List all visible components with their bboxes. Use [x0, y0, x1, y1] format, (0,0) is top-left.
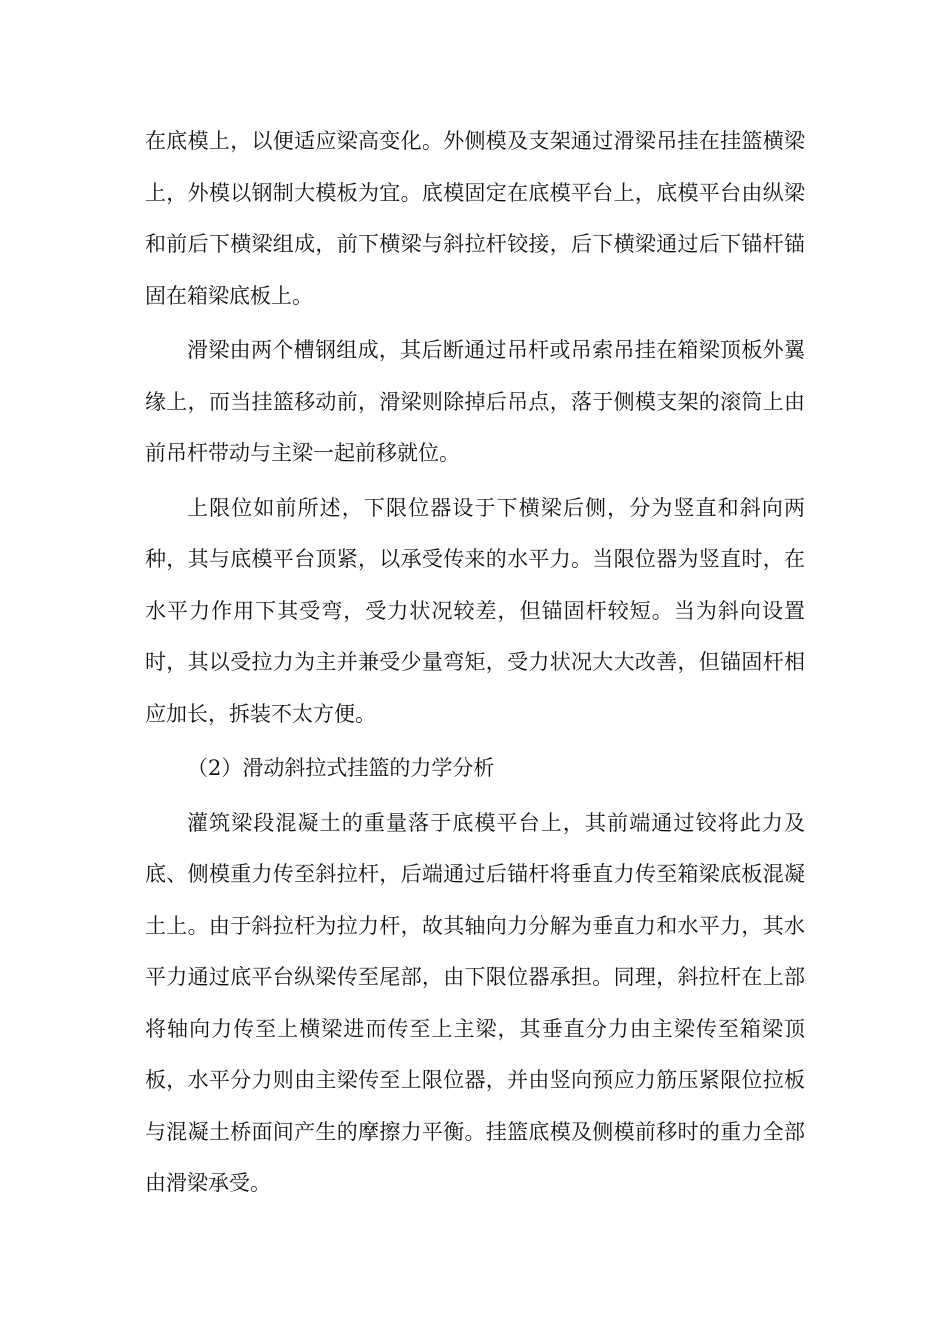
paragraph-continuation: 在底模上，以便适应梁高变化。外侧模及支架通过滑梁吊挂在挂篮横梁上，外模以钢制大模板为宜。底模固定在底模平台上，底模平台由纵梁和前后下横梁组成，前下横梁与斜拉杆铰接，后下横梁通过后下锚杆锚固在箱梁底板上。	[145, 129, 805, 308]
section-heading: （2）滑动斜拉式挂篮的力学分析	[187, 756, 495, 780]
paragraph-mechanics: 灌筑梁段混凝土的重量落于底模平台上，其前端通过铰将此力及底、侧模重力传至斜拉杆，后端通过后锚杆将垂直力传至箱梁底板混凝土上。由于斜拉杆为拉力杆，故其轴向力分解为垂直力和水平力，其水平力通过底平台纵梁传至尾部，由下限位器承担。同理，斜拉杆在上部将轴向力传至上横梁进而传至上主梁，其垂直分力由主梁传至箱梁顶板，水平分力则由主梁传至上限位器，并由竖向预应力筋压紧限位拉板与混凝土桥面间产生的摩擦力平衡。挂篮底模及侧模前移时的重力全部由滑梁承受。	[145, 810, 805, 1195]
paragraph-limiter: 上限位如前所述，下限位器设于下横梁后侧，分为竖直和斜向两种，其与底模平台顶紧，以承受传来的水平力。当限位器为竖直时，在水平力作用下其受弯，受力状况较差，但锚固杆较短。当为斜向设置时，其以受拉力为主并兼受少量弯矩，受力状况大大改善，但锚固杆相应加长，拆装不太方便。	[145, 495, 805, 726]
document-page	[145, 116, 805, 1213]
paragraph-sliding-beam: 滑梁由两个槽钢组成，其后断通过吊杆或吊索吊挂在箱梁顶板外翼缘上，而当挂篮移动前，滑梁则除掉后吊点，落于侧模支架的滚筒上由前吊杆带动与主梁一起前移就位。	[145, 338, 805, 465]
